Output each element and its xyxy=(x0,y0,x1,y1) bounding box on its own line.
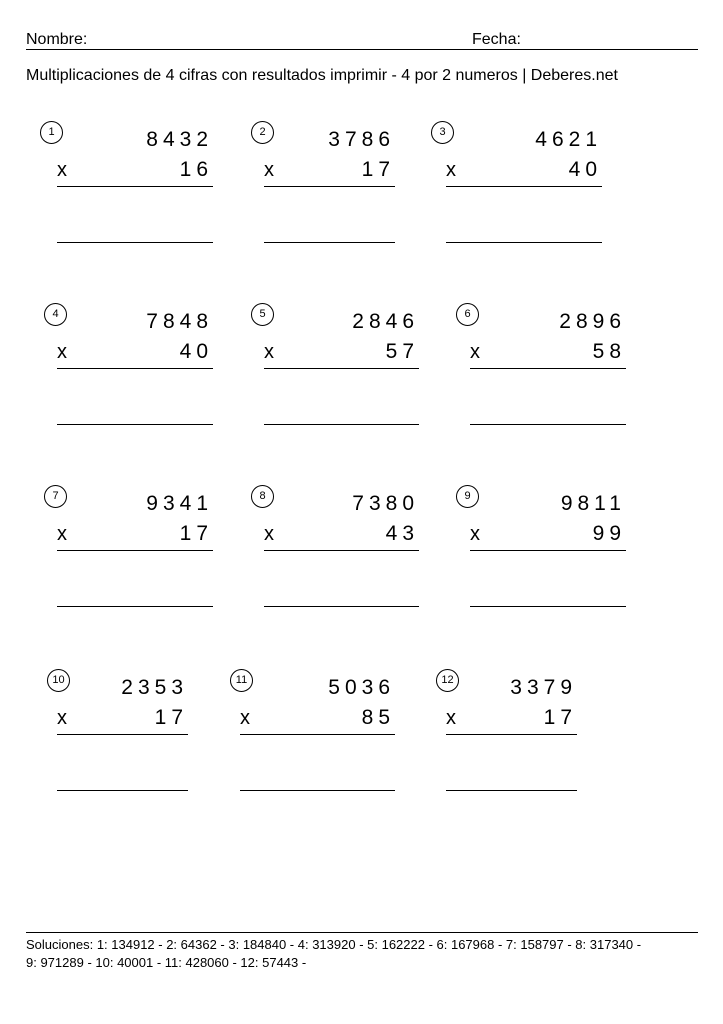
problem-2 xyxy=(259,121,395,251)
multiplicand: 2846 xyxy=(352,310,419,333)
multiplicand: 4621 xyxy=(535,128,602,151)
multiply-sign: x xyxy=(240,707,250,729)
multiply-sign: x xyxy=(446,159,456,181)
problem-8 xyxy=(259,485,419,615)
multiplicand: 5036 xyxy=(328,676,395,699)
product-rule xyxy=(264,550,419,551)
product-rule xyxy=(470,368,626,369)
date-label: Fecha: xyxy=(472,31,521,48)
multiplicand: 2896 xyxy=(559,310,626,333)
product-rule xyxy=(264,186,395,187)
product-rule xyxy=(264,368,419,369)
multiply-sign: x xyxy=(264,523,274,545)
multiplier: 17 xyxy=(179,522,213,545)
problem-number-badge: 5 xyxy=(251,303,274,326)
multiplier: 99 xyxy=(592,522,626,545)
multiply-sign: x xyxy=(264,341,274,363)
answer-line xyxy=(470,424,626,425)
multiplier: 17 xyxy=(543,706,577,729)
multiplier: 17 xyxy=(154,706,188,729)
answer-line xyxy=(470,606,626,607)
answer-line xyxy=(57,606,213,607)
multiplier: 57 xyxy=(385,340,419,363)
problem-number-badge: 1 xyxy=(40,121,63,144)
product-rule xyxy=(57,186,213,187)
multiplicand: 9811 xyxy=(560,492,626,515)
problem-10 xyxy=(52,669,188,799)
problem-6 xyxy=(464,303,626,433)
problem-12 xyxy=(441,669,577,799)
multiply-sign: x xyxy=(470,523,480,545)
problem-11 xyxy=(235,669,395,799)
answer-line xyxy=(57,242,213,243)
multiplicand: 7848 xyxy=(146,310,213,333)
multiplicand: 9341 xyxy=(146,492,213,515)
problem-number-badge: 11 xyxy=(230,669,253,692)
problem-3 xyxy=(439,121,602,251)
solutions-line-2: 9: 971289 - 10: 40001 - 11: 428060 - 12: 57443 - xyxy=(26,955,307,970)
answer-line xyxy=(57,790,188,791)
worksheet-title: Multiplicaciones de 4 cifras con resultados imprimir - 4 por 2 numeros | Deberes.net xyxy=(26,67,618,84)
multiplier: 58 xyxy=(592,340,626,363)
multiply-sign: x xyxy=(57,159,67,181)
problem-number-badge: 6 xyxy=(456,303,479,326)
multiply-sign: x xyxy=(446,707,456,729)
problem-5 xyxy=(259,303,419,433)
problem-7 xyxy=(52,485,213,615)
product-rule xyxy=(446,734,577,735)
multiply-sign: x xyxy=(470,341,480,363)
multiplier: 85 xyxy=(361,706,395,729)
multiplicand: 3379 xyxy=(510,676,577,699)
answer-line xyxy=(240,790,395,791)
multiplicand: 2353 xyxy=(121,676,188,699)
multiplier: 40 xyxy=(179,340,213,363)
multiplicand: 7380 xyxy=(352,492,419,515)
problem-number-badge: 3 xyxy=(431,121,454,144)
multiplicand: 8432 xyxy=(146,128,213,151)
product-rule xyxy=(57,550,213,551)
product-rule xyxy=(57,368,213,369)
product-rule xyxy=(470,550,626,551)
multiplier: 17 xyxy=(361,158,395,181)
multiplicand: 3786 xyxy=(328,128,395,151)
problem-9 xyxy=(464,485,626,615)
product-rule xyxy=(57,734,188,735)
problem-number-badge: 10 xyxy=(47,669,70,692)
answer-line xyxy=(264,424,419,425)
solutions-footer xyxy=(26,936,716,972)
problem-number-badge: 12 xyxy=(436,669,459,692)
problem-1 xyxy=(48,121,213,251)
problem-number-badge: 8 xyxy=(251,485,274,508)
header-row xyxy=(26,30,698,50)
answer-line xyxy=(446,790,577,791)
multiply-sign: x xyxy=(57,523,67,545)
answer-line xyxy=(57,424,213,425)
footer-rule xyxy=(26,932,698,933)
problem-number-badge: 2 xyxy=(251,121,274,144)
multiplier: 40 xyxy=(568,158,602,181)
problem-number-badge: 4 xyxy=(44,303,67,326)
problem-number-badge: 7 xyxy=(44,485,67,508)
answer-line xyxy=(264,242,395,243)
problem-number-badge: 9 xyxy=(456,485,479,508)
multiply-sign: x xyxy=(264,159,274,181)
problem-4 xyxy=(52,303,213,433)
multiply-sign: x xyxy=(57,341,67,363)
multiplier: 16 xyxy=(179,158,213,181)
product-rule xyxy=(446,186,602,187)
answer-line xyxy=(446,242,602,243)
solutions-line-1: Soluciones: 1: 134912 - 2: 64362 - 3: 184840 - 4: 313920 - 5: 162222 - 6: 167968 - 7: 158797 - 8: 317340 - xyxy=(26,937,642,952)
multiply-sign: x xyxy=(57,707,67,729)
answer-line xyxy=(264,606,419,607)
multiplier: 43 xyxy=(385,522,419,545)
name-label: Nombre: xyxy=(26,31,88,48)
product-rule xyxy=(240,734,395,735)
